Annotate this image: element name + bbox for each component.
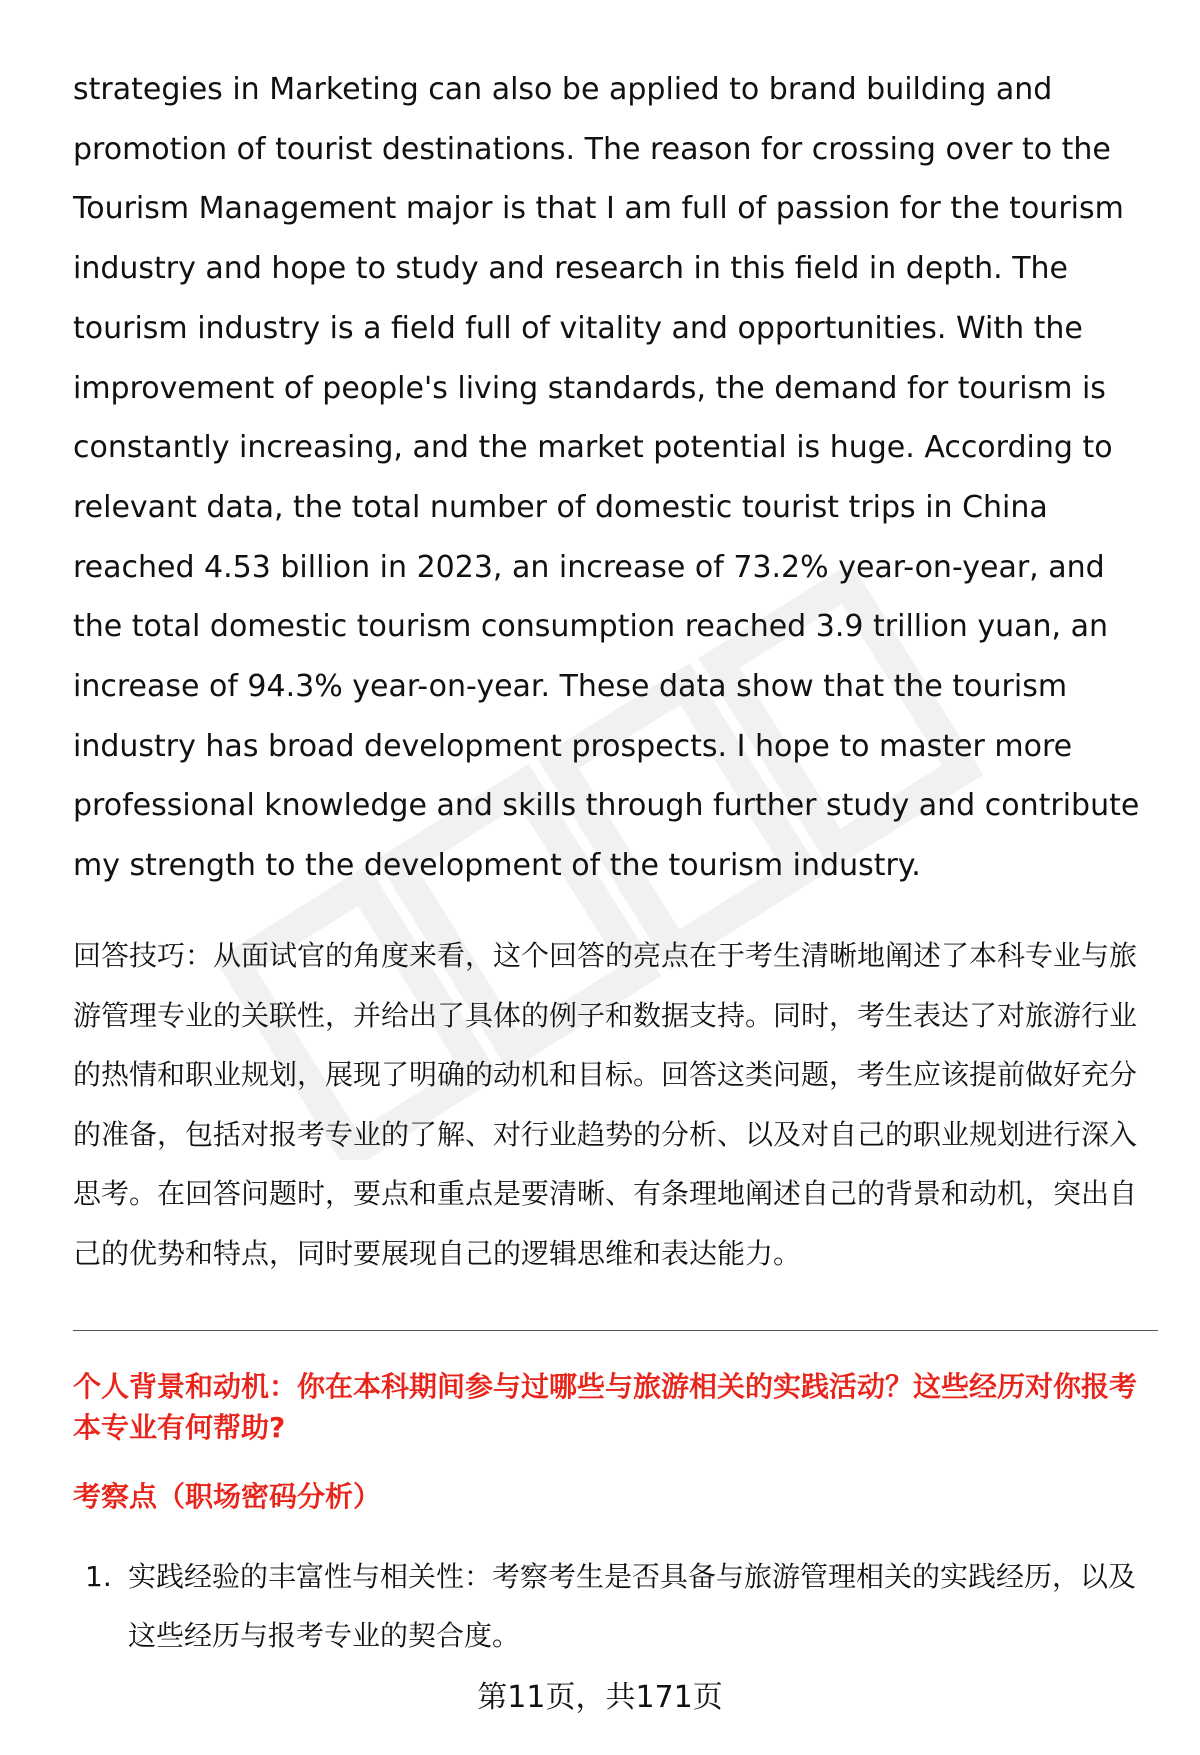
list-item-number: 1. bbox=[85, 1560, 112, 1593]
page-footer: 第11页，共171页 bbox=[477, 1680, 723, 1715]
assessment-points-heading: 考察点（职场密码分析） bbox=[73, 1480, 382, 1513]
list-item-text: 实践经验的丰富性与相关性：考察考生是否具备与旅游管理相关的实践经历，以及这些经历与报考专业的契合度。 bbox=[128, 1560, 1137, 1652]
list-item bbox=[73, 1547, 1158, 1665]
tip-label: 回答技巧： bbox=[73, 939, 214, 972]
assessment-points-list bbox=[73, 1547, 1158, 1665]
question-heading: 个人背景和动机：你在本科期间参与过哪些与旅游相关的实践活动？这些经历对你报考本专业有何帮助? bbox=[73, 1370, 1138, 1444]
section-divider bbox=[73, 1330, 1158, 1331]
answer-paragraph: strategies in Marketing can also be applied to brand building and promotion of tourist destinations. The reason for crossing over to the Tourism Management major is that I am full of passion for the tourism industry and hope to study and research in this field in depth. The tourism industry is a field full of vitality and opportunities. With the improvement of people's living standards, the demand for tourism is constantly increasing, and the market potential is huge. According to relevant data, the total number of domestic tourist trips in China reached 4.53 billion in 2023, an increase of 73.2% year-on-year, and the total domestic tourism consumption reached 3.9 trillion yuan, an increase of 94.3% year-on-year. These data show that the tourism industry has broad development prospects. I hope to master more professional knowledge and skills through further study and contribute my strength to the development of the tourism industry. bbox=[73, 72, 1140, 884]
tip-text: 从面试官的角度来看，这个回答的亮点在于考生清晰地阐述了本科专业与旅游管理专业的关联性，并给出了具体的例子和数据支持。同时，考生表达了对旅游行业的热情和职业规划，展现了明确的动机和目标。回答这类问题，考生应该提前做好充分的准备，包括对报考专业的了解、对行业趋势的分析、以及对自己的职业规划进行深入思考。在回答问题时，要点和重点是要清晰、有条理地阐述自己的背景和动机，突出自己的优势和特点，同时要展现自己的逻辑思维和表达能力。 bbox=[73, 939, 1138, 1270]
answer-tip bbox=[73, 926, 1158, 1283]
